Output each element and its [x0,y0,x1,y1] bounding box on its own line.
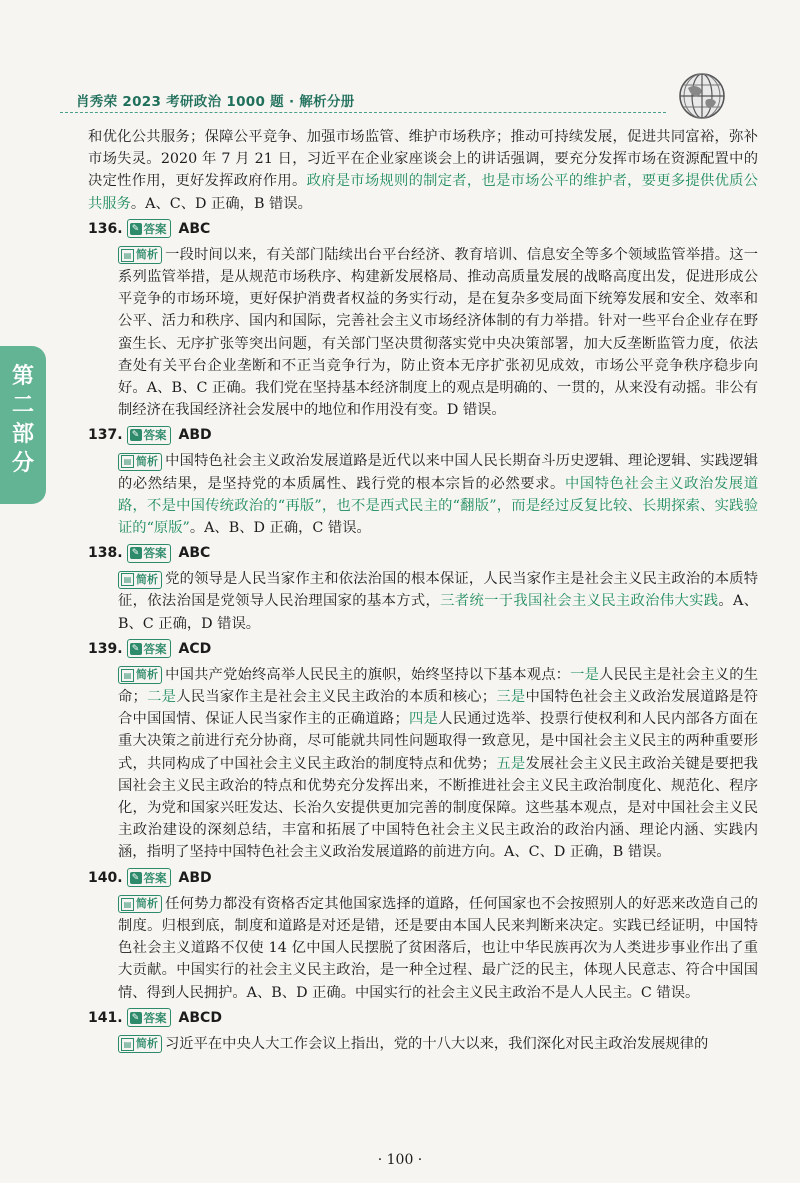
question-number: 138. [88,545,123,562]
analysis-tag [118,571,162,589]
highlight-text: 四是 [408,711,439,728]
text-run: 中国特色社会主义政治发展道路是符合中国国情、保证人民当家作主的正确道路； [118,689,759,728]
answer-tag-label: 答案 [143,428,167,443]
text-run: 人民民主是社会主义的生命； [118,666,759,706]
question-number: 141. [88,1009,123,1026]
pencil-icon: ✎ [130,547,142,559]
analysis-tag-label: 简析 [136,572,158,586]
answer-content [88,126,758,1055]
answer-value: ABD [178,869,212,886]
question-140-answer-line [88,866,758,890]
text-run: 一段时间以来，有关部门陆续出台平台经济、教育培训、信息安全等多个领域监管举措。这一系列监管举措，是从规范市场秩序、构建新发展格局、推动高质量发展的战略高度出发，促进形成公平竞争的市场环境，更好保护消费者权益的务实行动，是在复杂多变局面下统筹发展和安全、效率和公平、活力和秩序、国内和国际，完善社会主义市场经济体制的有力举措。针对一些平台企业存在野蛮生长、无序扩张等突出问题，有关部门坚决贯彻落实党中央决策部署，加大反垄断监管力度，依法查处有关平台企业垄断和不正当竞争行为，防止资本无序扩张初见成效，市场公平竞争秩序稳步向好。A、B、C 正确。我们党在坚持基本经济制度上的观点是明确的、一贯的，从来没有动摇。非公有制经济在我国经济社会发展中的地位和作用没有变。D 错误。 [118,246,758,419]
globe-icon [676,70,728,122]
text-run: 任何势力都没有资格否定其他国家选择的道路，任何国家也不会按照别人的好恶来改造自己的制度。归根到底，制度和道路是对还是错，还是要由本国人民来判断来决定。实践已经证明，中国特色社会主义道路不仅使 14 亿中国人民摆脱了贫困落后，也让中华民族再次为人类进步事业作出了重大贡献。中国实行的社会主义民主政治，是一种全过程、最广泛的民主，体现人民意志、符合中国国情、得到人民拥护。A、B、D 正确。中国实行的社会主义民主政治不是人人民主。C 错误。 [118,895,758,1001]
analysis-tag-label: 简析 [136,248,158,262]
text-run: 中国特色社会主义政治发展道路是近代以来中国人民长期奋斗历史逻辑、理论逻辑、实践逻辑的必然结果，是坚持党的本质属性、践行党的根本宗旨的必然要求。 [118,453,758,492]
analysis-tag-label: 简析 [136,897,158,911]
analysis-tag-label: 简析 [136,668,158,682]
question-number: 137. [88,427,123,444]
page-header [60,88,730,116]
answer-tag-label: 答案 [143,1010,167,1025]
answer-tag-label: 答案 [143,641,167,656]
question-139-answer-line [88,637,758,661]
question-141-answer-line [88,1006,758,1030]
answer-value: ABC [178,220,211,237]
section-side-tab [0,346,46,504]
continuation-paragraph [88,126,758,215]
question-139-analysis [118,664,758,864]
answer-tag [127,544,171,563]
pencil-icon: ✎ [130,1012,142,1024]
pencil-icon: ✎ [130,872,142,884]
text-run: 人民通过选举、投票行使权利和人民内部各方面在重大决策之前进行充分协商，尽可能就共同性问题取得一致意见，是中国社会主义民主的两种重要形式，共同构成了中国社会主义民主政治的制度特点和优势； [118,711,759,772]
answer-value: ABCD [178,1009,222,1026]
answer-tag-label: 答案 [143,221,167,236]
answer-tag-label: 答案 [143,870,167,885]
highlight-text: 五是 [496,755,526,772]
text-run: 中国共产党始终高举人民民主的旗帜，始终坚持以下基本观点： [165,666,571,683]
analysis-tag [118,1035,162,1053]
text-run: 。A、C、D 正确，B 错误。 [130,195,312,212]
text-run: 党的领导是人民当家作主和依法治国的根本保证，人民当家作主是社会主义民主政治的本质特征，依法治国是党领导人民治理国家的基本方式， [118,571,758,610]
question-136-answer-line [88,217,758,241]
analysis-tag-label: 简析 [136,1037,158,1051]
book-icon: ▤ [121,669,134,682]
header-divider [60,112,666,113]
highlight-text: 政府是市场规则的制定者，也是市场公平的维护者，要更多提供优质公共服务 [88,173,759,212]
section-label: 第二部分 [11,364,34,476]
answer-tag [127,1008,171,1027]
highlight-text: 中国特色社会主义政治发展道路，不是中国传统政治的“再版”，也不是西式民主的“翻版”，而是经过反复比较、长期探索、实践验证的“原版” [118,475,759,537]
highlight-text: 三者统一于我国社会主义民主政治伟大实践 [440,593,719,610]
answer-tag [127,426,171,445]
answer-tag [127,219,171,238]
analysis-tag [118,453,162,471]
question-138-analysis [118,568,758,635]
text-run: 。A、B、C 正确，D 错误。 [118,593,759,632]
question-137-answer-line [88,423,758,447]
answer-value: ABD [178,427,212,444]
answer-value: ABC [178,545,211,562]
question-141-analysis [118,1033,758,1055]
analysis-tag-label: 简析 [136,454,158,468]
pencil-icon: ✎ [130,643,142,655]
book-icon: ▤ [121,1038,134,1051]
book-icon: ▤ [121,249,134,262]
book-icon: ▤ [121,573,134,586]
analysis-tag [118,246,162,264]
question-number: 140. [88,869,123,886]
answer-tag-label: 答案 [143,546,167,561]
book-icon: ▤ [121,898,134,911]
answer-value: ACD [178,640,212,657]
highlight-text: 二是 [146,689,177,706]
question-138-answer-line [88,541,758,565]
analysis-tag [118,895,162,913]
page-number: · 100 · [377,1152,423,1168]
text-run: 习近平在中央人大工作会议上指出，党的十八大以来，我们深化对民主政治发展规律的 [165,1035,709,1052]
book-icon: ▤ [121,455,134,468]
answer-tag [127,639,171,658]
text-run: 发展社会主义民主政治关键是要把我国社会主义民主政治的特点和优势充分发挥出来，不断推进社会主义民主政治制度化、规范化、程序化，为党和国家兴旺发达、长治久安提供更加完善的制度保障。这些基本观点，是对中国社会主义民主政治建设的深刻总结，丰富和拓展了中国特色社会主义民主政治的政治内涵、理论内涵、实践内涵，指明了坚持中国特色社会主义政治发展道路的前进方向。A、C、D 正确，B 错误。 [118,755,759,861]
text-run: 人民当家作主是社会主义民主政治的本质和核心； [176,689,497,706]
pencil-icon: ✎ [130,429,142,441]
pencil-icon: ✎ [130,223,142,235]
book-title: 肖秀荣 2023 考研政治 1000 题 · 解析分册 [76,94,355,110]
question-number: 139. [88,640,123,657]
question-137-analysis [118,450,758,539]
question-number: 136. [88,220,123,237]
text-run: 和优化公共服务；保障公平竞争、加强市场监管、维护市场秩序；推动可持续发展，促进共同富裕，弥补市场失灵。2020 年 7 月 21 日，习近平在企业家座谈会上的讲话强调，要充分发挥市场在资源配置中的决定性作用，更好发挥政府作用。 [88,129,758,190]
question-136-analysis [118,244,758,422]
answer-tag [127,868,171,887]
question-140-analysis [118,893,758,1004]
text-run: 。A、B、D 正确，C 错误。 [189,520,371,537]
highlight-text: 一是 [570,666,600,683]
highlight-text: 三是 [496,689,526,706]
analysis-tag [118,666,162,684]
